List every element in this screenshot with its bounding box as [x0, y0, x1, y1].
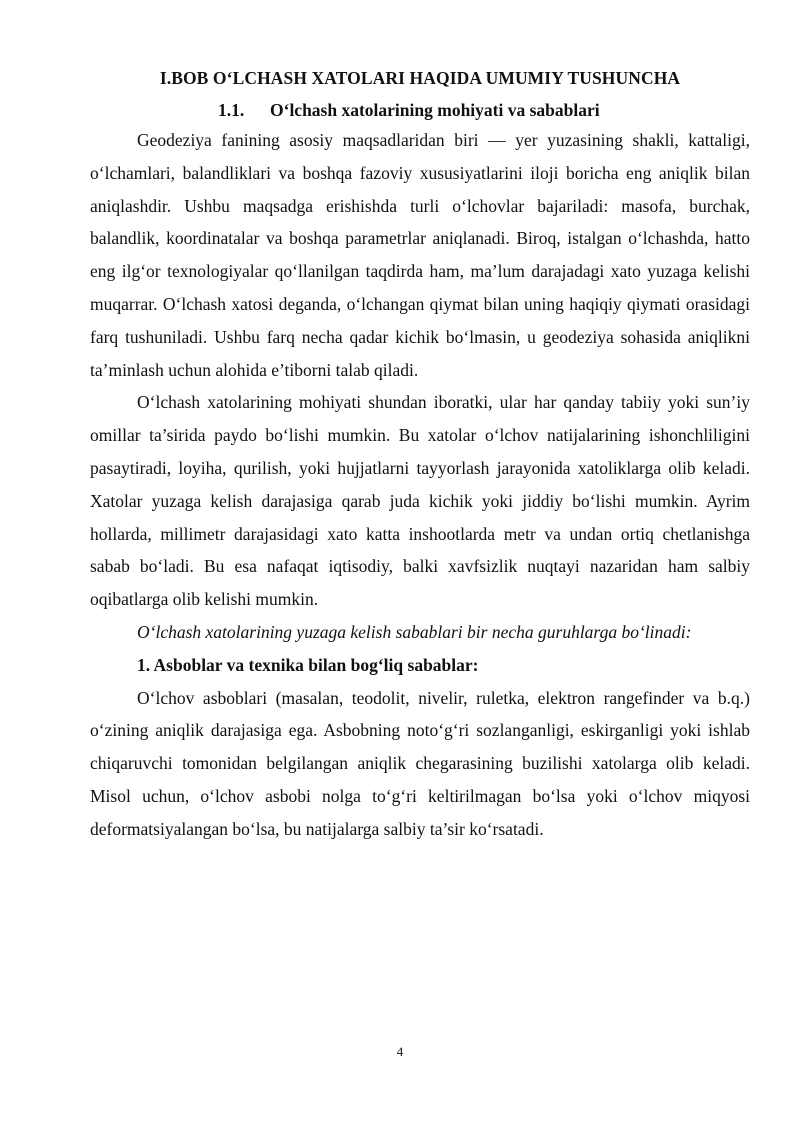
paragraph-2: O‘lchash xatolarining mohiyati shundan iboratki, ular har qanday tabiiy yoki sun’iy omillar ta’sirida paydo bo‘lishi mumkin. Bu xatolar o‘lchov natijalarining ishonchliligini pasaytiradi, loyiha, qurilish, yoki hujjatlarni tayyorlash jarayonida xatoliklarga olib keladi. Xatolar yuzaga kelish darajasiga qarab juda kichik yoki jiddiy bo‘lishi mumkin. Ayrim hollarda, millimetr darajasidagi xato katta inshootlarda metr va undan ortiq chetlanishga sabab bo‘ladi. Bu esa nafaqat iqtisodiy, balki xavfsizlik nuqtayi nazaridan ham salbiy oqibatlarga olib kelishi mumkin. — [90, 392, 750, 610]
section-heading — [90, 96, 750, 124]
page-content — [90, 64, 750, 846]
cause-heading-1: 1. Asboblar va texnika bilan bog‘liq sabablar: — [137, 654, 479, 675]
page-number: 4 — [396, 1044, 404, 1059]
paragraph-3: O‘lchov asboblari (masalan, teodolit, nivelir, ruletka, elektron rangefinder va b.q.) o‘zining aniqlik darajasiga ega. Asbobning noto‘g‘ri sozlanganligi, eskirganligi yoki ishlab chiqaruvchi tomonidan belgilangan aniqlik chegarasining buzilishi xatolarga olib keladi. Misol uchun, o‘lchov asbobi nolga to‘g‘ri keltirilmagan bo‘lsa yoki o‘lchov miqyosi deformatsiyalangan bo‘lsa, bu natijalarga salbiy ta’sir ko‘rsatadi. — [90, 687, 750, 839]
section-title: O‘lchash xatolarining mohiyati va sabablari — [270, 100, 600, 120]
causes-intro: O‘lchash xatolarining yuzaga kelish sabablari bir necha guruhlarga bo‘linadi: — [137, 621, 692, 642]
chapter-title: I.BOB O‘LCHASH XATOLARI HAQIDA UMUMIY TUSHUNCHA — [159, 68, 681, 88]
paragraph-1: Geodeziya fanining asosiy maqsadlaridan biri — yer yuzasining shakli, kattaligi, o‘lchamlari, balandliklari va boshqa fazoviy xususiyatlarini iloji boricha eng aniqlik bilan aniqlashdir. Ushbu maqsadga erishishda turli o‘lchovlar bajariladi: masofa, burchak, balandlik, koordinatalar va boshqa parametrlar aniqlanadi. Biroq, istalgan o‘lchashda, hatto eng ilg‘or texnologiyalar qo‘llanilgan taqdirda ham, ma’lum darajadagi xato yuzaga kelishi muqarrar. O‘lchash xatosi deganda, o‘lchangan qiymat bilan uning haqiqiy qiymati orasidagi farq tushuniladi. Ushbu farq necha qadar kichik bo‘lmasin, u geodeziya sohasida aniqlikni ta’minlash uchun alohida e’tiborni talab qiladi. — [90, 130, 750, 380]
section-number: 1.1. — [218, 100, 245, 120]
